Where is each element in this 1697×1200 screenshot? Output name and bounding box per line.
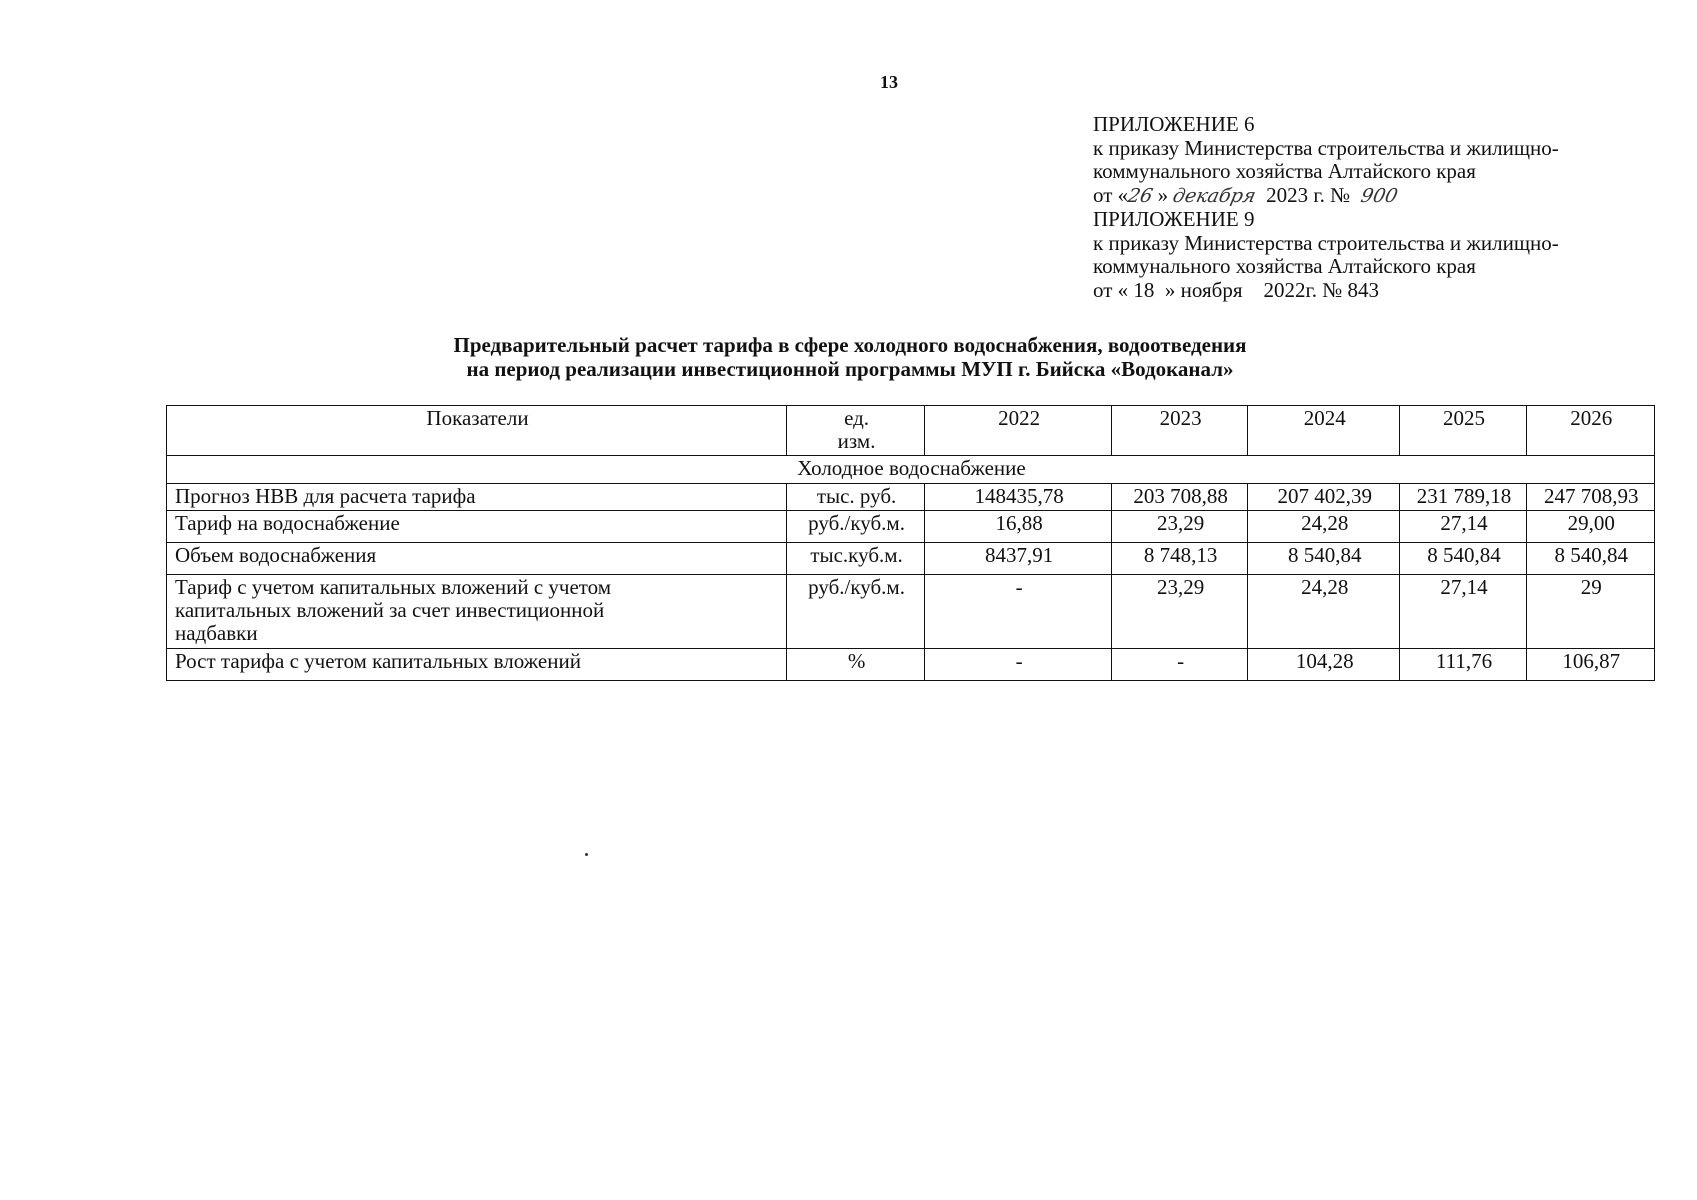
- header-year-2022: 2022: [925, 406, 1112, 456]
- appendix6-line1: к приказу Министерства строительства и жилищно-: [1093, 135, 1559, 160]
- section-title: Холодное водоснабжение: [167, 456, 1655, 484]
- row-label: [167, 575, 787, 649]
- appendix6-date-line: [1093, 184, 1559, 209]
- row-value: 29: [1526, 575, 1654, 649]
- appendix6-date-mid: »: [1157, 182, 1169, 207]
- row-label: Тариф на водоснабжение: [167, 511, 787, 543]
- header-indicator: Показатели: [167, 406, 787, 456]
- row-label: Прогноз НВВ для расчета тарифа: [167, 484, 787, 511]
- table-row: [167, 649, 1655, 681]
- row-value: 24,28: [1248, 511, 1400, 543]
- row-value: 207 402,39: [1248, 484, 1400, 511]
- row-label-line: Тариф с учетом капитальных вложений с учетом: [175, 575, 612, 599]
- appendix6-title: ПРИЛОЖЕНИЕ 6: [1093, 112, 1255, 136]
- row-unit: тыс. руб.: [787, 484, 925, 511]
- row-value: 27,14: [1400, 511, 1526, 543]
- row-value: 104,28: [1248, 649, 1400, 681]
- scan-speck: [585, 853, 588, 856]
- appendix-block: [1093, 113, 1559, 302]
- header-year-2023: 2023: [1112, 406, 1248, 456]
- row-value: -: [925, 649, 1112, 681]
- header-unit-line1: ед.: [844, 406, 870, 430]
- row-value: 8 748,13: [1112, 543, 1248, 575]
- row-value: 23,29: [1112, 575, 1248, 649]
- appendix6-number-handwritten: 900: [1358, 184, 1400, 207]
- header-year-2024: 2024: [1248, 406, 1400, 456]
- header-year-2025: 2025: [1400, 406, 1526, 456]
- document-title-line2: на период реализации инвестиционной программы МУП г. Бийска «Водоканал»: [466, 357, 1234, 381]
- appendix9-date-line: от « 18 » ноября 2022г. № 843: [1093, 277, 1380, 302]
- table-row: [167, 511, 1655, 543]
- appendix6-date-prefix: от «: [1093, 182, 1129, 207]
- section-row: [167, 456, 1655, 484]
- row-value: 247 708,93: [1526, 484, 1654, 511]
- appendix6-day-handwritten: 26: [1125, 184, 1155, 207]
- appendix9-line2: коммунального хозяйства Алтайского края: [1093, 254, 1476, 278]
- row-label: Рост тарифа с учетом капитальных вложений: [167, 649, 787, 681]
- row-value: 29,00: [1526, 511, 1654, 543]
- row-value: 203 708,88: [1112, 484, 1248, 511]
- header-unit-line2: изм.: [837, 429, 876, 453]
- header-year-2026: 2026: [1526, 406, 1654, 456]
- row-value: 148435,78: [925, 484, 1112, 511]
- row-value: 106,87: [1526, 649, 1654, 681]
- row-value: -: [1112, 649, 1248, 681]
- document-title: [300, 333, 1400, 381]
- appendix6-line2: коммунального хозяйства Алтайского края: [1093, 159, 1476, 183]
- row-value: -: [925, 575, 1112, 649]
- row-unit: руб./куб.м.: [787, 511, 925, 543]
- row-unit: %: [787, 649, 925, 681]
- table-row: [167, 543, 1655, 575]
- tariff-table: [166, 405, 1655, 681]
- row-label: Объем водоснабжения: [167, 543, 787, 575]
- row-value: 111,76: [1400, 649, 1526, 681]
- page-number: 13: [880, 72, 898, 92]
- appendix9-line1: к приказу Министерства строительства и жилищно-: [1093, 230, 1559, 255]
- row-value: 8 540,84: [1248, 543, 1400, 575]
- table-row: [167, 484, 1655, 511]
- row-value: 24,28: [1248, 575, 1400, 649]
- row-unit: тыс.куб.м.: [787, 543, 925, 575]
- row-value: 23,29: [1112, 511, 1248, 543]
- row-label-line: капитальных вложений за счет инвестиционной: [175, 598, 605, 622]
- row-value: 231 789,18: [1400, 484, 1526, 511]
- table-header-row: [167, 406, 1655, 456]
- row-unit: руб./куб.м.: [787, 575, 925, 649]
- row-label-line: надбавки: [175, 621, 258, 645]
- table-row: [167, 575, 1655, 649]
- appendix9-title: ПРИЛОЖЕНИЕ 9: [1093, 207, 1255, 231]
- document-title-line1: Предварительный расчет тарифа в сфере холодного водоснабжения, водоотведения: [453, 333, 1247, 357]
- row-value: 8 540,84: [1526, 543, 1654, 575]
- appendix6-month-handwritten: декабря: [1171, 184, 1259, 207]
- row-value: 8 540,84: [1400, 543, 1526, 575]
- appendix6-year-text: 2023 г. №: [1266, 182, 1351, 207]
- row-value: 16,88: [925, 511, 1112, 543]
- header-unit: [787, 406, 925, 456]
- row-value: 27,14: [1400, 575, 1526, 649]
- row-value: 8437,91: [925, 543, 1112, 575]
